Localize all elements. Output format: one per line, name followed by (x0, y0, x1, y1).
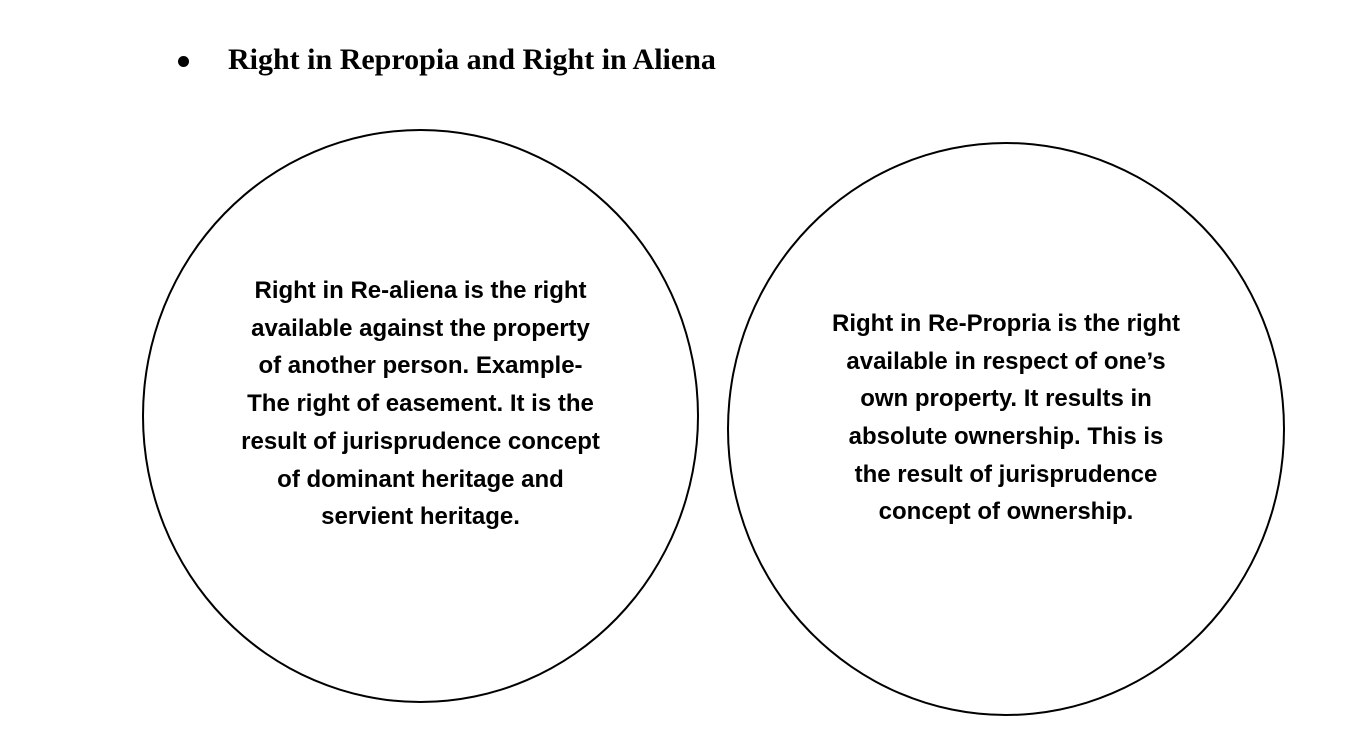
circle-text-re-propria: Right in Re-Propria is the right available in respect of one’s own property. It results in absolute ownership. This is the result of jurisprudence concept of ownership. (831, 309, 1180, 526)
page-heading (178, 40, 716, 80)
circle-text-re-aliena: Right in Re-aliena is the right available against the property of another person. Example- The right of easement. It is the result of jurisprudence concept of dominant heritage and servient heritage. (241, 277, 600, 531)
heading-title: Right in Repropia and Right in Aliena (228, 43, 716, 76)
circle-right-in-re-aliena (142, 129, 699, 703)
circle-right-in-re-propria (727, 142, 1285, 716)
bullet-icon (178, 56, 189, 67)
